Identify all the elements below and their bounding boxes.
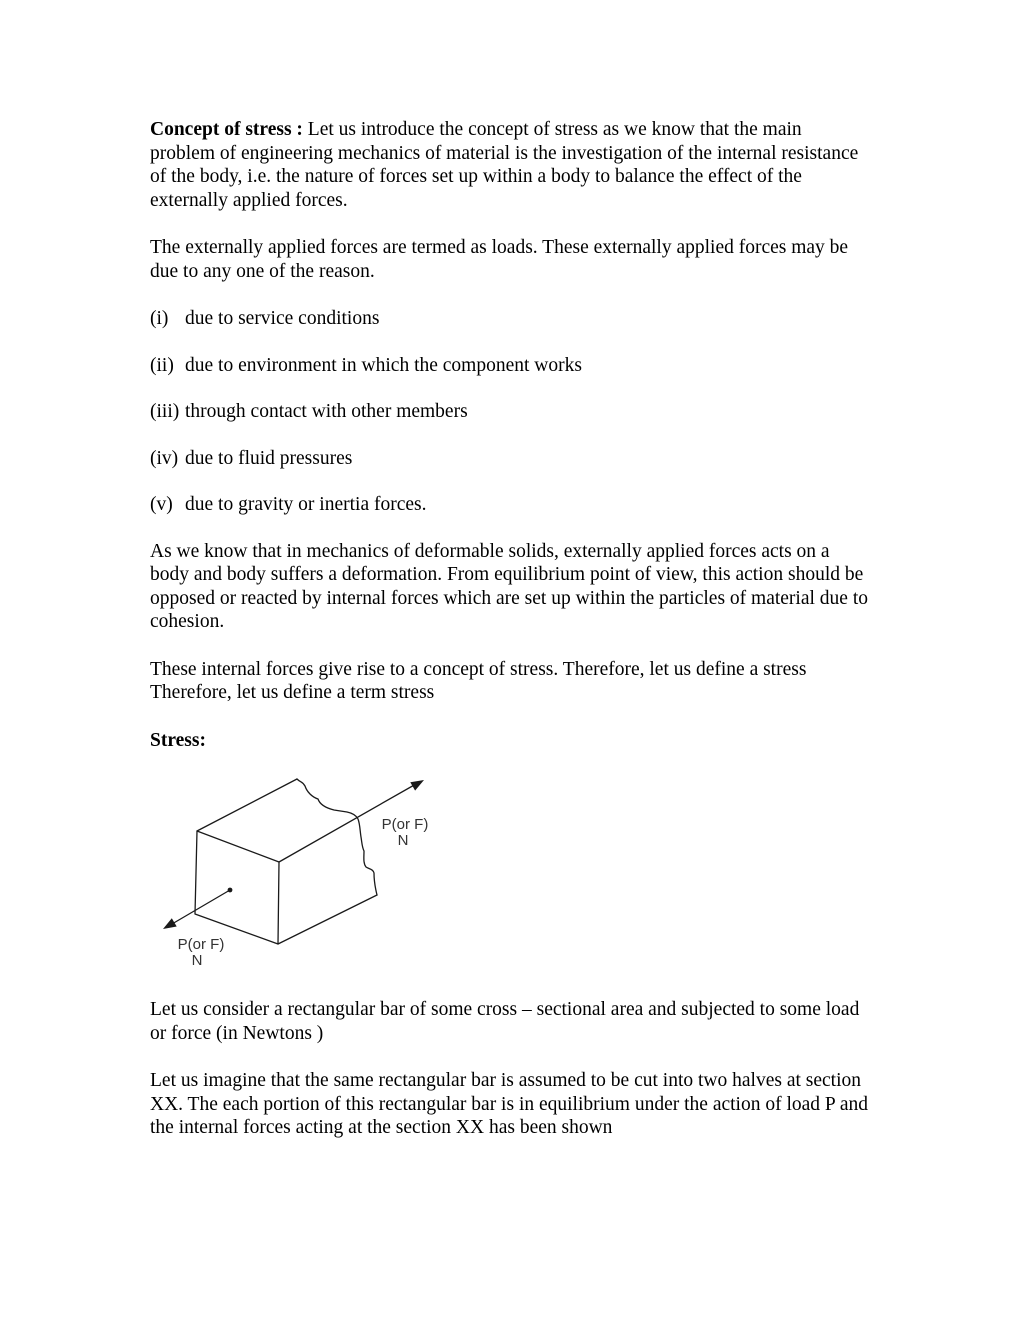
bottom-force-unit: N xyxy=(191,952,203,969)
list-marker: (v) xyxy=(150,494,173,515)
list-marker: (iv) xyxy=(150,447,179,469)
list-item-text: due to fluid pressures xyxy=(185,447,353,469)
paragraph-concept-of-stress xyxy=(150,118,870,212)
paragraph-rectangular-bar: Let us consider a rectangular bar of some cross – sectional area and subjected to some load or force (in Newtons ) xyxy=(150,999,860,1044)
force-arrow-bottom-head xyxy=(163,918,177,929)
figure-axial-load-bar xyxy=(150,765,450,979)
block-torn-edge xyxy=(297,779,377,895)
force-arrow-bottom-line xyxy=(172,890,230,924)
bar-diagram-svg xyxy=(150,765,450,979)
concept-of-stress-body: Let us introduce the concept of stress as we know that the main problem of engineering mechanics of material is the investigation of the internal resistance of the body, i.e. the nature of forces set up within a body to balance the effect of the externally applied forces. xyxy=(150,119,859,211)
paragraph-internal-forces: These internal forces give rise to a concept of stress. Therefore, let us define a stress Therefore, let us define a term stress xyxy=(150,658,807,703)
list-marker: (ii) xyxy=(150,354,174,376)
list-marker: (i) xyxy=(150,308,169,329)
list-item-text: due to environment in which the component works xyxy=(185,354,582,376)
stress-heading: Stress: xyxy=(150,729,206,751)
list-item-reason-1 xyxy=(150,307,870,331)
list-item-text: due to service conditions xyxy=(185,308,380,329)
paragraph-deformable-solids: As we know that in mechanics of deformable solids, externally applied forces acts on a body and body suffers a deformation. From equilibrium point of view, this action should be opposed or reacted by internal forces which are set up within the particles of material due to cohesion. xyxy=(150,540,868,632)
top-force-unit: N xyxy=(397,832,409,849)
list-item-reason-4 xyxy=(150,447,870,471)
list-marker: (iii) xyxy=(150,401,180,422)
block-top-back-edge xyxy=(197,779,297,831)
list-item-text: due to gravity or inertia forces. xyxy=(185,494,427,515)
block-bottom-back-edge xyxy=(278,895,377,944)
paragraph-cut-into-halves: Let us imagine that the same rectangular bar is assumed to be cut into two halves at section XX. The each portion of this rectangular bar is in equilibrium under the action of load P and the internal forces acting at the section XX has been shown xyxy=(150,1070,869,1138)
bottom-force-label: P(or F) xyxy=(177,936,225,953)
list-item-reason-5 xyxy=(150,493,870,517)
list-item-reason-2 xyxy=(150,354,870,378)
concept-of-stress-lead: Concept of stress : xyxy=(150,119,303,140)
document-page xyxy=(150,118,870,1164)
block-front-face xyxy=(195,831,279,944)
list-item-reason-3 xyxy=(150,400,870,424)
top-force-label: P(or F) xyxy=(381,816,429,833)
list-item-text: through contact with other members xyxy=(185,401,468,422)
force-arrow-top-head xyxy=(410,780,424,791)
paragraph-loads: The externally applied forces are termed as loads. These externally applied forces may be due to any one of the reason. xyxy=(150,237,849,282)
